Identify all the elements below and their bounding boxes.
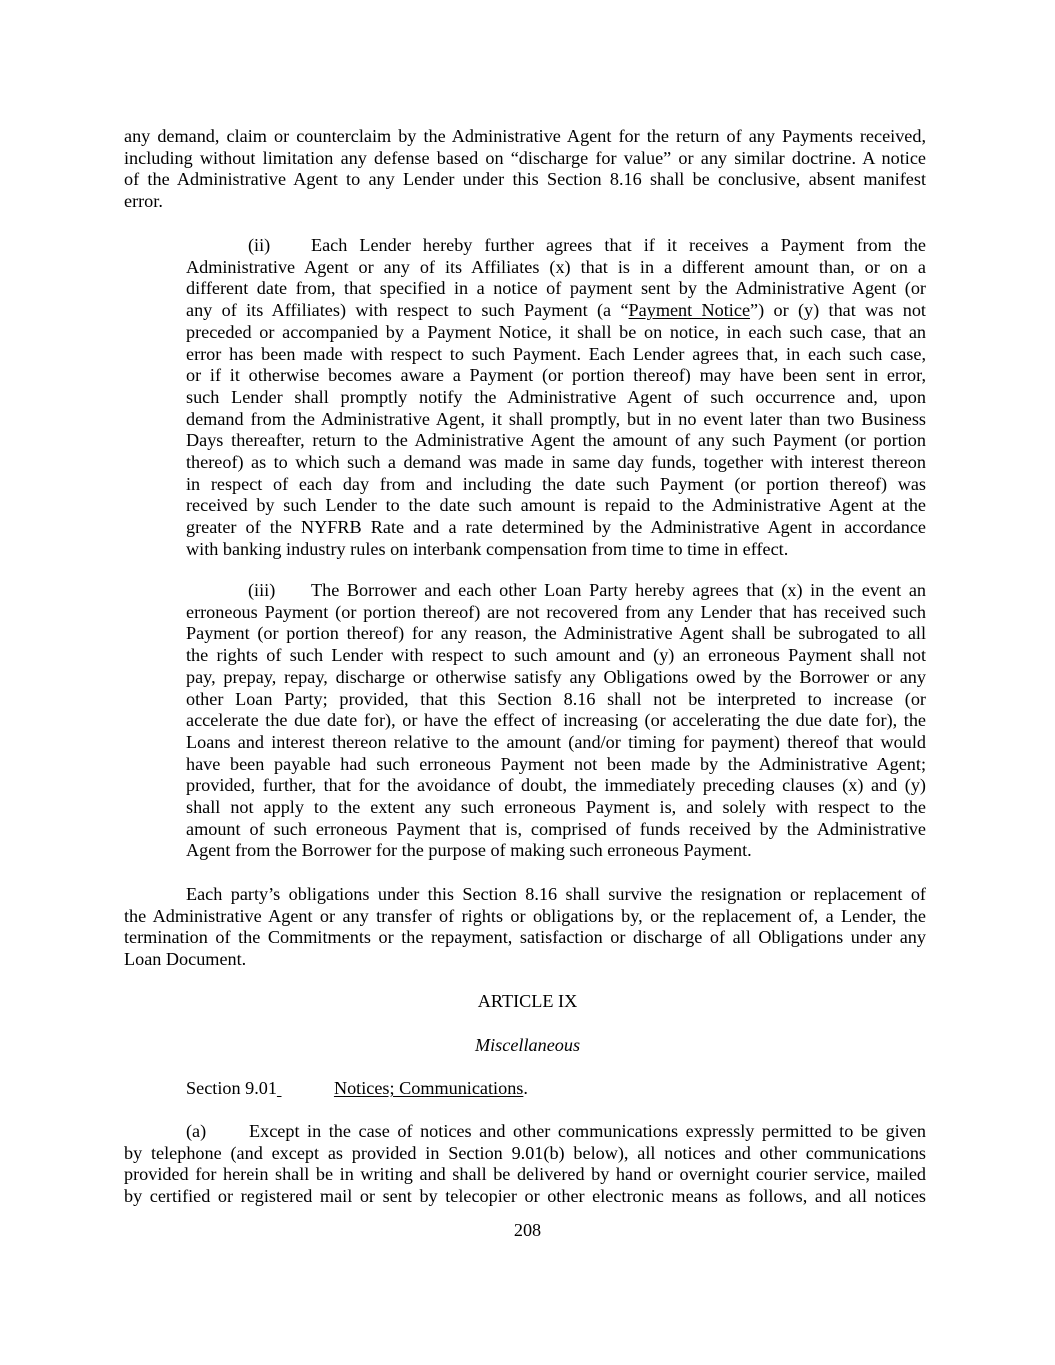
paragraph-ii-line: preceded or accompanied by a Payment Notice, it shall be on notice, in each such case, that an <box>186 321 926 342</box>
paragraph-iii-line: the rights of such Lender with respect to such amount and (y) an erroneous Payment shall not <box>186 645 926 666</box>
article-subtitle: Miscellaneous <box>474 1035 581 1055</box>
paragraph-a-first-line <box>124 1121 926 1143</box>
intro-line: error. <box>124 191 163 212</box>
paragraph-ii-marker: (ii) <box>248 235 271 255</box>
paragraph-iii-line: accelerate the due date for), or have the effect of increasing (or accelerating the due date for), the <box>186 710 926 731</box>
paragraph-iii-line: other Loan Party; provided, that this Section 8.16 shall not be interpreted to increase (or <box>186 688 926 709</box>
paragraph-ii-line: Administrative Agent or any of its Affiliates (x) that is in a different amount than, or on a <box>186 256 926 277</box>
article-heading: ARTICLE IX <box>477 991 578 1011</box>
payment-notice-term: Payment Notice <box>628 300 751 321</box>
paragraph-iii-line: pay, prepay, repay, discharge or otherwise satisfy any Obligations owed by the Borrower or any <box>186 666 926 687</box>
paragraph-ii-line: error has been made with respect to such Payment. Each Lender agrees that, in each such case, <box>186 343 926 364</box>
section-label: Section 9.01 <box>186 1078 277 1098</box>
section-tab <box>277 1078 334 1100</box>
paragraph-iii-line: shall not apply to the extent any such erroneous Payment is, and solely with respect to the <box>186 797 926 818</box>
paragraph-a-marker: (a) <box>186 1121 207 1141</box>
paragraph-iii-line: amount of such erroneous Payment that is, comprised of funds received by the Administrative <box>186 818 926 839</box>
section-title: Notices; Communications <box>333 1078 524 1098</box>
notice-line-post: ”) or (y) that was not <box>750 300 926 321</box>
paragraph-ii-line: different date from, that specified in a notice of payment sent by the Administrative Agent (or <box>186 278 926 299</box>
paragraph-iii-first-text: The Borrower and each other Loan Party hereby agrees that (x) in the event an <box>311 580 926 600</box>
paragraph-iii-line: Loans and interest thereon relative to the amount (and/or timing for payment) thereof that would <box>186 731 926 752</box>
intro-paragraph <box>124 126 926 213</box>
intro-line: any demand, claim or counterclaim by the Administrative Agent for the return of any Payments received, <box>124 126 926 146</box>
survival-line: Loan Document. <box>124 949 247 970</box>
paragraph-ii-first-text: Each Lender hereby further agrees that if it receives a Payment from the <box>311 235 926 255</box>
intro-line: of the Administrative Agent to any Lender under this Section 8.16 shall be conclusive, absent manifest <box>124 169 926 190</box>
survival-line: termination of the Commitments or the repayment, satisfaction or discharge of all Obligations under any <box>124 927 926 948</box>
paragraph-ii-line: or if it otherwise becomes aware a Payment (or portion thereof) may have been sent in error, <box>186 365 926 386</box>
paragraph-ii-line: with banking industry rules on interbank compensation from time to time in effect. <box>186 538 789 559</box>
section-title-end: . <box>523 1078 528 1098</box>
page-number: 208 <box>513 1220 542 1240</box>
paragraph-iii-first-line <box>186 580 926 602</box>
paragraph-a-first-text: Except in the case of notices and other communications expressly permitted to be given <box>249 1121 926 1141</box>
paragraph-iii-line: Agent from the Borrower for the purpose of making such erroneous Payment. <box>186 840 752 861</box>
paragraph-ii-line: greater of the NYFRB Rate and a rate determined by the Administrative Agent in accordance <box>186 517 926 538</box>
paragraph-a-line: by certified or registered mail or sent by telecopier or other electronic means as follows, and all notices <box>124 1186 926 1207</box>
paragraph-a-line: provided for herein shall be in writing and shall be delivered by hand or overnight courier service, mailed <box>124 1164 926 1185</box>
intro-line: including without limitation any defense based on “discharge for value” or any similar doctrine. A notice <box>124 147 926 168</box>
paragraph-ii <box>186 235 926 561</box>
survival-first-text: Each party’s obligations under this Section 8.16 shall survive the resignation or replacement of <box>186 884 926 904</box>
paragraph-ii-line: such Lender shall promptly notify the Administrative Agent of such occurrence and, upon <box>186 386 926 407</box>
paragraph-ii-line: Days thereafter, return to the Administrative Agent the amount of any such Payment (or portion <box>186 430 926 451</box>
survival-paragraph <box>124 884 926 971</box>
paragraph-iii-marker: (iii) <box>248 580 276 600</box>
paragraph-ii-line: received by such Lender to the date such amount is repaid to the Administrative Agent at the <box>186 495 926 516</box>
paragraph-a <box>124 1121 926 1208</box>
survival-line: the Administrative Agent or any transfer of rights or obligations by, or the replacement of, a Lender, the <box>124 905 926 926</box>
paragraph-iii-line: Payment (or portion thereof) for any reason, the Administrative Agent shall be subrogated to all <box>186 623 926 644</box>
paragraph-a-line: by telephone (and except as provided in Section 9.01(b) below), all notices and other communications <box>124 1142 926 1163</box>
paragraph-ii-line: thereof) as to which such a demand was made in same day funds, together with interest thereon <box>186 452 926 473</box>
notice-line-pre: any of its Affiliates) with respect to such Payment (a “ <box>186 300 629 321</box>
paragraph-ii-first-line <box>186 235 926 257</box>
paragraph-iii-line: erroneous Payment (or portion thereof) are not recovered from any Lender that has received such <box>186 601 926 622</box>
paragraph-iii <box>186 580 926 862</box>
section-heading <box>186 1078 528 1100</box>
paragraph-ii-line: in respect of each day from and including the date such Payment (or portion thereof) was <box>186 473 926 494</box>
paragraph-iii-line: provided, further, that for the avoidance of doubt, the immediately preceding clauses (x) and (y) <box>186 775 926 796</box>
paragraph-iii-line: have been payable had such erroneous Payment not been made by the Administrative Agent; <box>186 753 926 774</box>
paragraph-ii-line: demand from the Administrative Agent, it shall promptly, but in no event later than two Business <box>186 408 926 429</box>
paragraph-ii-notice-line <box>186 300 926 322</box>
survival-first-line <box>124 884 926 906</box>
